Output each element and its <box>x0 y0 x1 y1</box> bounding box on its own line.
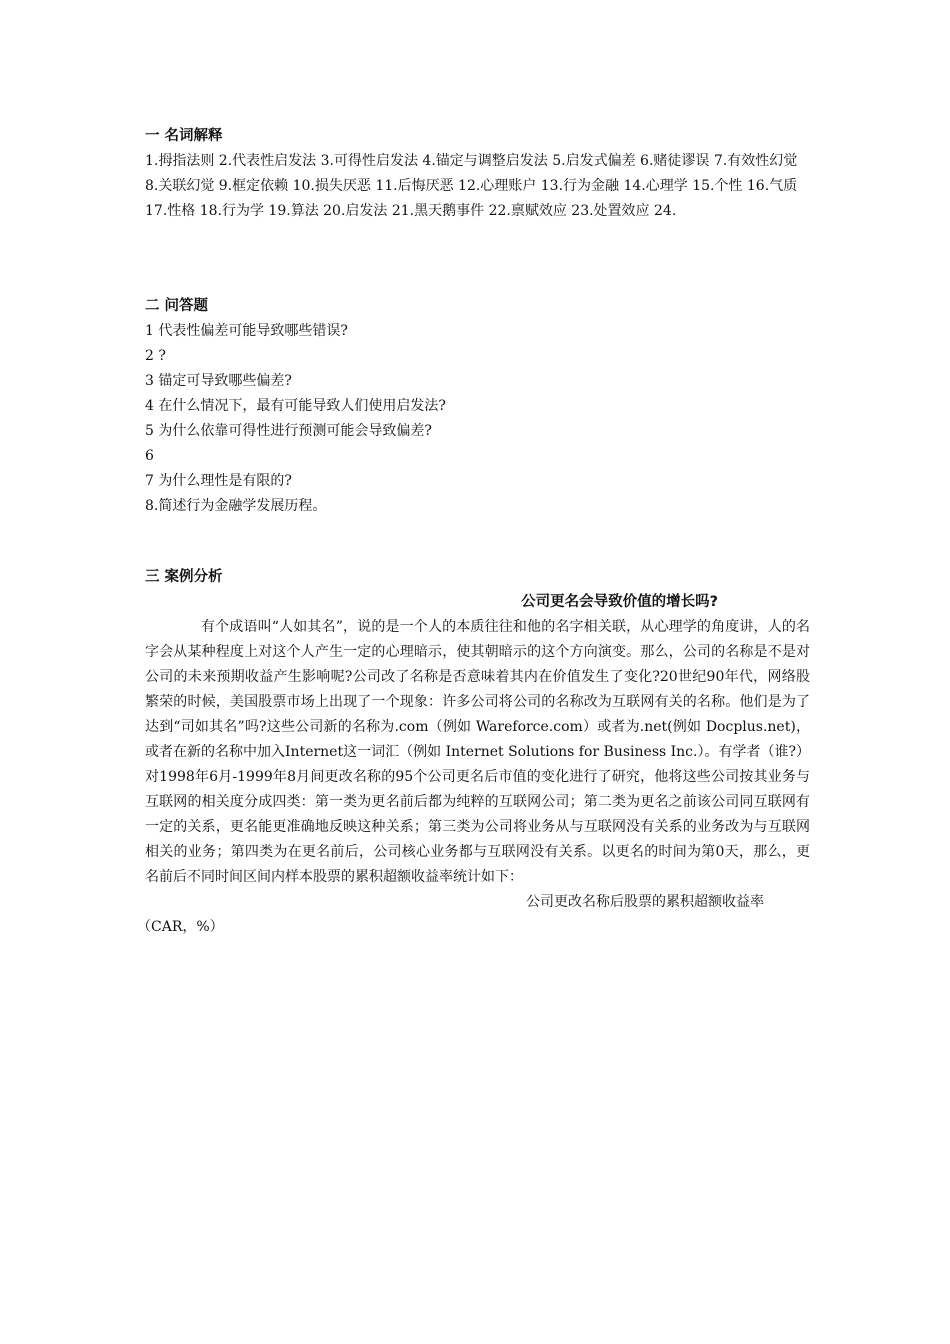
question-list <box>145 319 810 519</box>
case-paragraph: 有个成语叫“人如其名”，说的是一个人的本质往往和他的名字相关联，从心理学的角度讲，人的名字会从某种程度上对这个人产生一定的心理暗示，使其朝暗示的这个方向演变。那么，公司的名称是不是对公司的未来预期收益产生影响呢?公司改了名称是否意味着其内在价值发生了变化?20世纪90年代，网络股繁荣的时候，美国股票市场上出现了一个现象：许多公司将公司的名称改为互联网有关的名称。他们是为了达到“司如其名”吗?这些公司新的名称为.com（例如 Wareforce.com）或者为.net(例如 Docplus.net)，或者在新的名称中加入Internet这一词汇（例如 Internet Solutions for Business Inc.）。有学者（谁?）对1998年6月-1999年8月间更改名称的95个公司更名后市值的变化进行了研究，他将这些公司按其业务与互联网的相关度分成四类：第一类为更名前后都为纯粹的互联网公司；第二类为更名之前该公司同互联网有一定的关系，更名能更准确地反映这种关系；第三类为公司将业务从与互联网没有关系的业务改为与互联网相关的业务；第四类为在更名前后，公司核心业务都与互联网没有关系。以更名的时间为第0天，那么，更名前后不同时间区间内样本股票的累积超额收益率统计如下： <box>145 619 810 885</box>
section1-heading: 一 名词解释 <box>145 128 223 144</box>
question-item: 4 在什么情况下，最有可能导致人们使用启发法? <box>145 398 446 414</box>
terms-list: 1.拇指法则 2.代表性启发法 3.可得性启发法 4.锚定与调整启发法 5.启发式偏差 6.赌徒谬误 7.有效性幻觉 8.关联幻觉 9.框定依赖 10.损失厌恶 11.后悔厌恶 12.心理账户 13.行为金融 14.心理学 15.个性 16.气质 17.性格 18.行为学 19.算法 20.启发法 21.黑天鹅事件 22.禀赋效应 23.处置效应 24. <box>145 153 798 219</box>
section3-heading: 三 案例分析 <box>145 569 223 585</box>
question-item: 3 锚定可导致哪些偏差? <box>145 373 292 389</box>
table-title: 公司更改名称后股票的累积超额收益率 <box>526 894 764 910</box>
question-item: 6 <box>145 448 154 464</box>
question-item: 8.简述行为金融学发展历程。 <box>145 498 327 514</box>
table-unit: （CAR，%） <box>137 919 224 935</box>
spacer <box>145 519 810 565</box>
question-item: 1 代表性偏差可能导致哪些错误? <box>145 323 348 339</box>
document-page <box>137 124 810 940</box>
question-item: 2 ? <box>145 348 166 364</box>
section2-heading: 二 问答题 <box>145 298 209 314</box>
question-item: 5 为什么依靠可得性进行预测可能会导致偏差? <box>145 423 432 439</box>
question-item: 7 为什么理性是有限的? <box>145 473 292 489</box>
case-title: 公司更名会导致价值的增长吗? <box>521 594 718 610</box>
spacer <box>145 224 810 294</box>
